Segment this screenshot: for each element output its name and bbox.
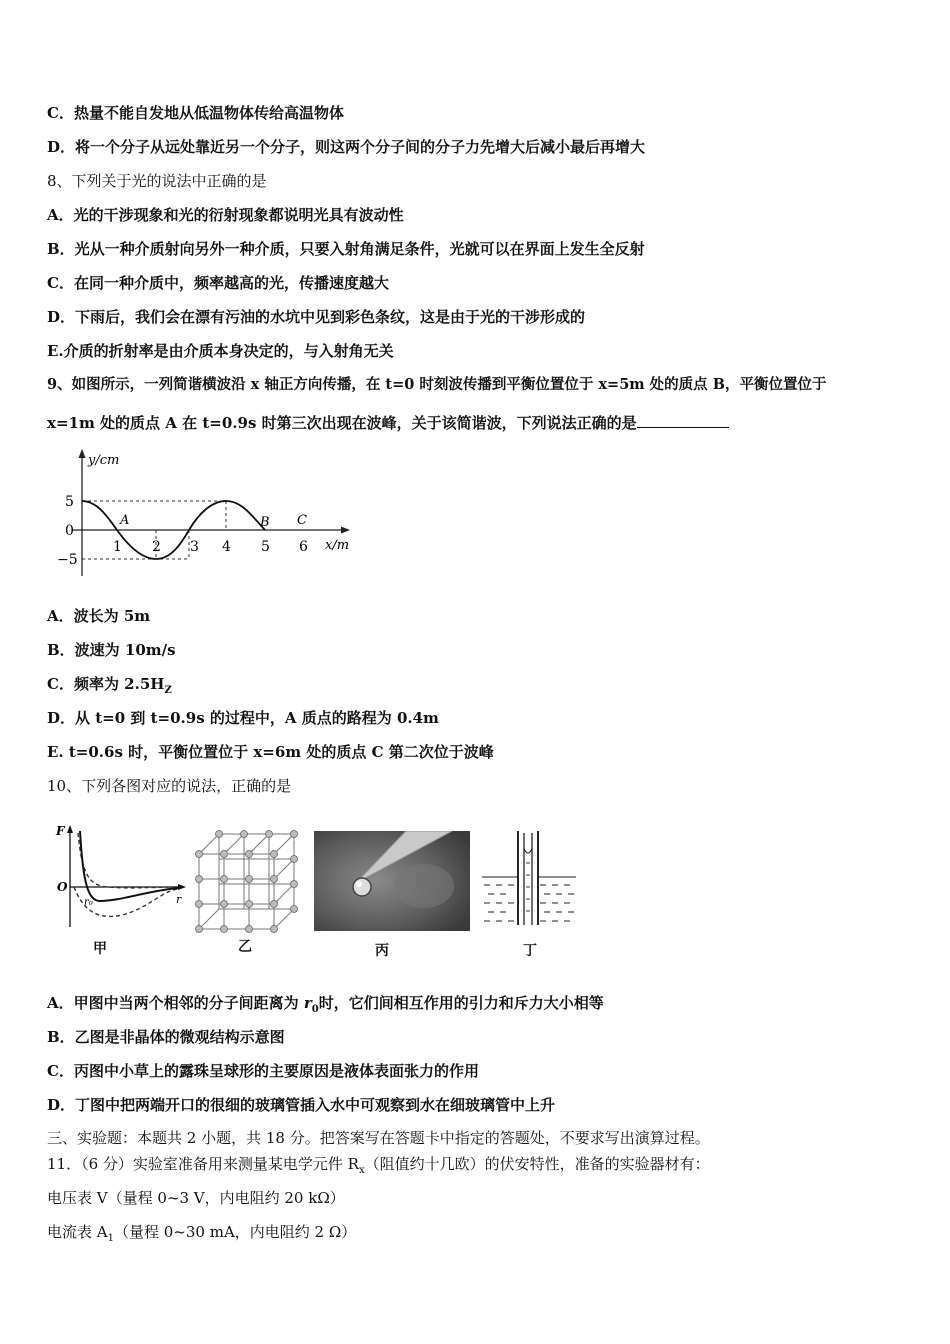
q9-option-d: D．从 t=0 到 t=0.9s 的过程中，A 质点的路程为 0.4m	[47, 709, 439, 727]
y-axis-label: y/cm	[88, 453, 120, 468]
q9-option-a: A．波长为 5m	[47, 607, 151, 625]
q10-option-d: D．丁图中把两端开口的很细的玻璃管插入水中可观察到水在细玻璃管中上升	[47, 1096, 556, 1114]
r0-label: r₀	[84, 897, 93, 908]
q9-option-c-sub: Z	[164, 685, 172, 696]
q9-option-e: E. t=0.6s 时，平衡位置位于 x=6m 处的质点 C 第二次位于波峰	[47, 743, 494, 761]
q9-option-c	[47, 674, 172, 701]
repulsion-curve	[78, 833, 178, 888]
x-tick-4: 4	[222, 539, 231, 555]
q11-item-voltmeter: 电压表 V（量程 0~3 V，内电阻约 20 kΩ）	[47, 1189, 345, 1207]
figure-jia	[52, 823, 192, 933]
q8-stem: 8、下列关于光的说法中正确的是	[47, 172, 267, 190]
q10-option-b: B．乙图是非晶体的微观结构示意图	[47, 1028, 285, 1046]
caption-jia: 甲	[93, 941, 107, 957]
dew-drop	[353, 878, 371, 896]
f-axis-arrow	[67, 825, 73, 833]
q11-item2-sub: 1	[107, 1233, 114, 1244]
dew-highlight	[356, 881, 362, 887]
q10-option-c: C．丙图中小草上的露珠呈球形的主要原因是液体表面张力的作用	[47, 1062, 479, 1080]
point-c-label: C	[297, 513, 307, 528]
q11-item2-pre: 电流表 A	[47, 1223, 108, 1241]
r-axis-arrow	[178, 884, 186, 890]
point-a-label: A	[120, 513, 130, 528]
q9-option-b: B．波速为 10m/s	[47, 641, 176, 659]
section3-heading: 三、实验题：本题共 2 小题，共 18 分。把答案写在答题卡中指定的答题处，不要求写出演算过程。	[47, 1129, 710, 1147]
q8-option-e: E.介质的折射率是由介质本身决定的，与入射角无关	[47, 342, 394, 360]
x-axis-arrow	[341, 527, 350, 534]
caption-ding: 丁	[523, 943, 537, 959]
q9-option-c-text: C．频率为 2.5H	[47, 675, 165, 693]
x-tick-3: 3	[190, 539, 199, 555]
q8-option-d: D．下雨后，我们会在漂有污油的水坑中见到彩色条纹，这是由于光的干涉形成的	[47, 308, 586, 326]
q7-option-c: C．热量不能自发地从低温物体传给高温物体	[47, 104, 344, 122]
q11-stem-sub: x	[358, 1165, 365, 1176]
q11-item-ammeter	[47, 1222, 356, 1249]
r-axis-label: r	[176, 893, 182, 906]
q9-stem-line2	[47, 413, 729, 433]
answer-blank	[637, 413, 729, 428]
q10-option-a	[47, 993, 604, 1020]
y-tick-0: 0	[65, 523, 74, 539]
q8-option-a: A．光的干涉现象和光的衍射现象都说明光具有波动性	[47, 206, 404, 224]
f-axis-label: F	[56, 824, 65, 838]
figure-yi	[193, 828, 303, 933]
x-tick-6: 6	[299, 539, 308, 555]
q10-stem: 10、下列各图对应的说法，正确的是	[47, 777, 292, 795]
y-tick-neg5: −5	[57, 552, 78, 568]
x-tick-1: 1	[113, 539, 122, 555]
net-force-curve	[80, 831, 178, 901]
y-tick-5: 5	[65, 494, 74, 510]
photo-texture	[394, 864, 454, 908]
q10-option-a-r: r	[303, 994, 312, 1012]
x-tick-2: 2	[152, 539, 161, 555]
caption-yi: 乙	[238, 939, 252, 955]
q11-stem	[47, 1154, 710, 1181]
figure-bing	[314, 831, 470, 931]
q8-option-b: B．光从一种介质射向另外一种介质，只要入射角满足条件，光就可以在界面上发生全反射	[47, 240, 645, 258]
caption-bing: 丙	[375, 943, 389, 959]
point-b-label: B	[260, 515, 270, 530]
q10-option-a-post: 时，它们间相互作用的引力和斥力大小相等	[318, 994, 604, 1012]
x-tick-5: 5	[261, 539, 270, 555]
o-label: O	[57, 880, 68, 894]
q11-stem-pre: 11．（6 分）实验室准备用来测量某电学元件 R	[47, 1155, 359, 1173]
q8-option-c: C．在同一种介质中，频率越高的光，传播速度越大	[47, 274, 389, 292]
q10-option-a-sub: 0	[311, 1004, 319, 1015]
q11-stem-post: （阻值约十几欧）的伏安特性，准备的实验器材有：	[364, 1155, 710, 1173]
q10-option-a-pre: A．甲图中当两个相邻的分子间距离为	[47, 994, 304, 1012]
q9-stem-line1: 9、如图所示，一列简谐横波沿 x 轴正方向传播，在 t=0 时刻波传播到平衡位置位于 x=5m 处的质点 B，平衡位置位于	[47, 376, 827, 393]
figure-ding	[480, 829, 580, 931]
q9-stem-text: x=1m 处的质点 A 在 t=0.9s 时第三次出现在波峰，关于该简谐波，下列说法正确的是	[47, 414, 637, 432]
x-axis-label: x/m	[325, 538, 350, 553]
wave-graph	[52, 446, 362, 581]
q11-item2-post: （量程 0~30 mA，内电阻约 2 Ω）	[113, 1223, 357, 1241]
y-axis-arrow	[79, 449, 86, 458]
q7-option-d: D．将一个分子从远处靠近另一个分子，则这两个分子间的分子力先增大后减小最后再增大	[47, 138, 646, 156]
